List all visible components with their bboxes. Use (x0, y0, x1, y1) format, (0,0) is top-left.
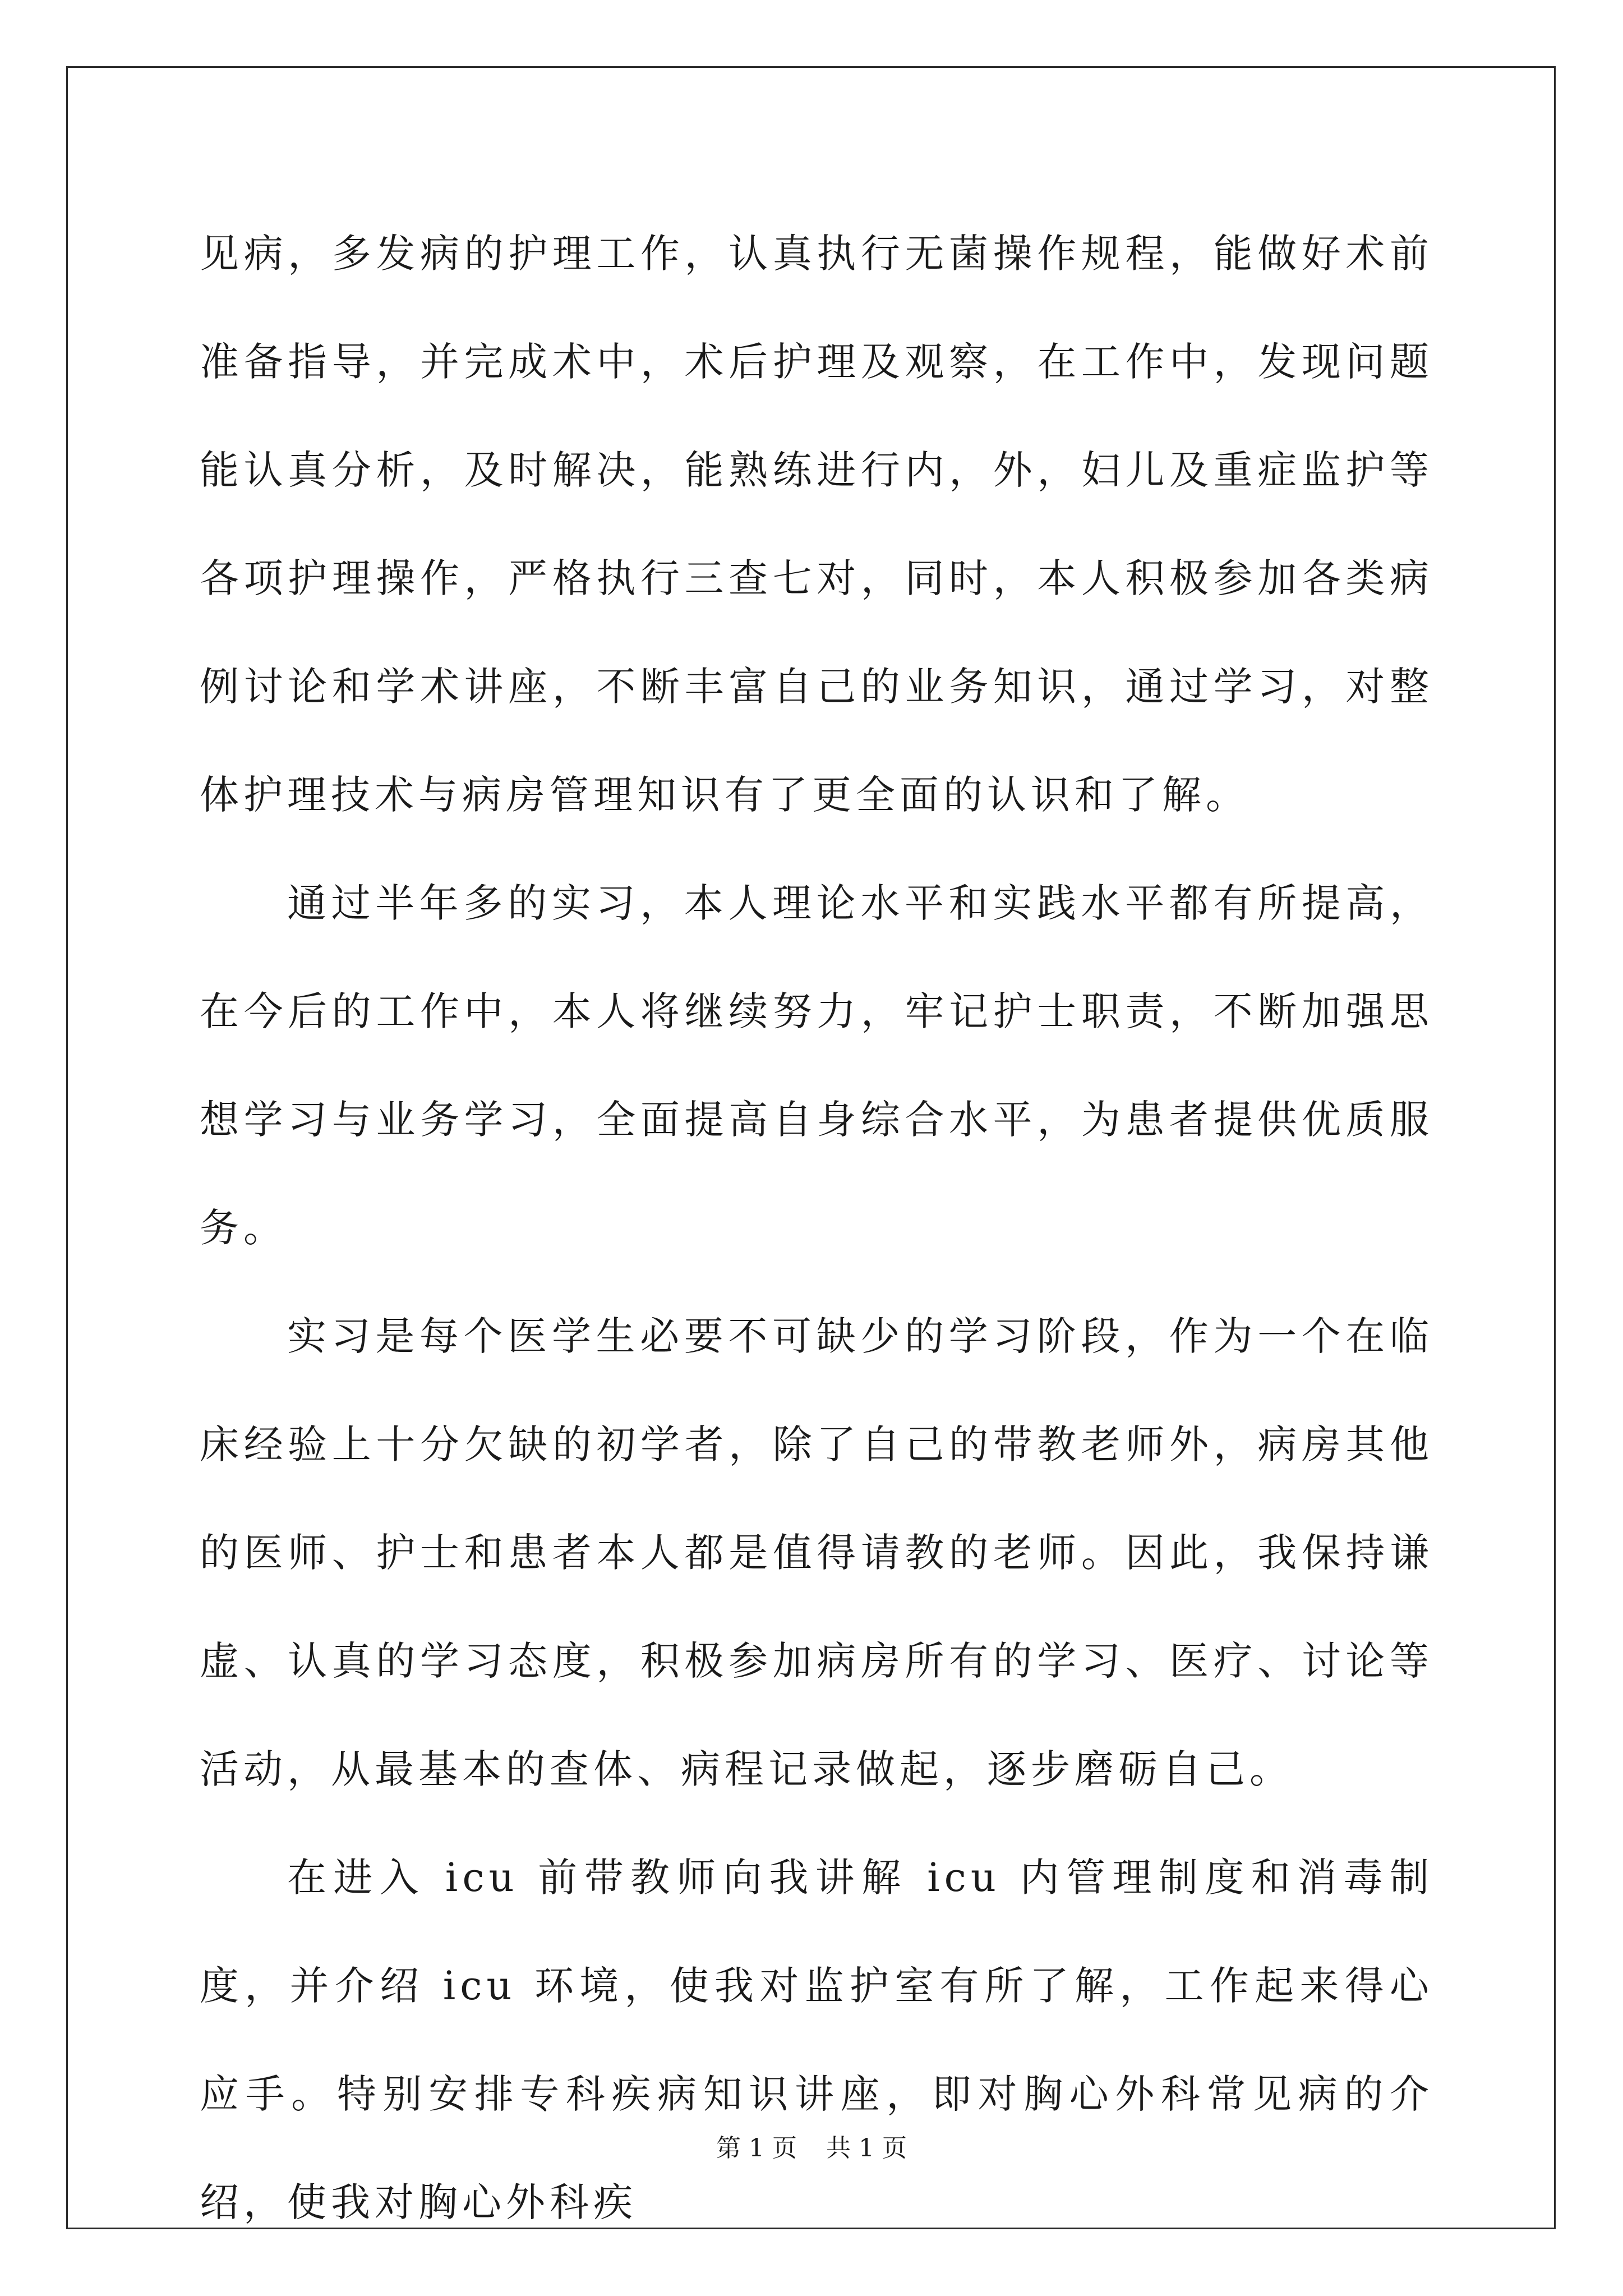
paragraph-4: 在进入 icu 前带教师向我讲解 icu 内管理制度和消毒制度，并介绍 icu 环境，使我对监护室有所了解，工作起来得心应手。特别安排专科疾病知识讲座，即对胸心外科常见病的介绍，使我对胸心外科疾 (200, 1855, 1433, 2225)
paragraph-3: 实习是每个医学生必要不可缺少的学习阶段，作为一个在临床经验上十分欠缺的初学者，除了自己的带教老师外，病房其他的医师、护士和患者本人都是值得请教的老师。因此，我保持谦虚、认真的学习态度，积极参加病房所有的学习、医疗、讨论等活动，从最基本的查体、病程记录做起，逐步磨砺自己。 (200, 1313, 1433, 1792)
paragraph-1: 见病，多发病的护理工作，认真执行无菌操作规程，能做好术前准备指导，并完成术中，术后护理及观察，在工作中，发现问题能认真分析，及时解决，能熟练进行内，外，妇儿及重症监护等各项护理操作，严格执行三查七对，同时，本人积极参加各类病例讨论和学术讲座，不断丰富自己的业务知识，通过学习，对整体护理技术与病房管理知识有了更全面的认识和了解。 (200, 231, 1433, 818)
document-body (200, 200, 1433, 2257)
page-footer (0, 2132, 1623, 2165)
page-total: 共 1 页 (826, 2134, 907, 2162)
paragraph-2: 通过半年多的实习，本人理论水平和实践水平都有所提高，在今后的工作中，本人将继续努力，牢记护士职责，不断加强思想学习与业务学习，全面提高自身综合水平，为患者提供优质服务。 (200, 880, 1433, 1251)
page-number: 第 1 页 (716, 2134, 797, 2162)
